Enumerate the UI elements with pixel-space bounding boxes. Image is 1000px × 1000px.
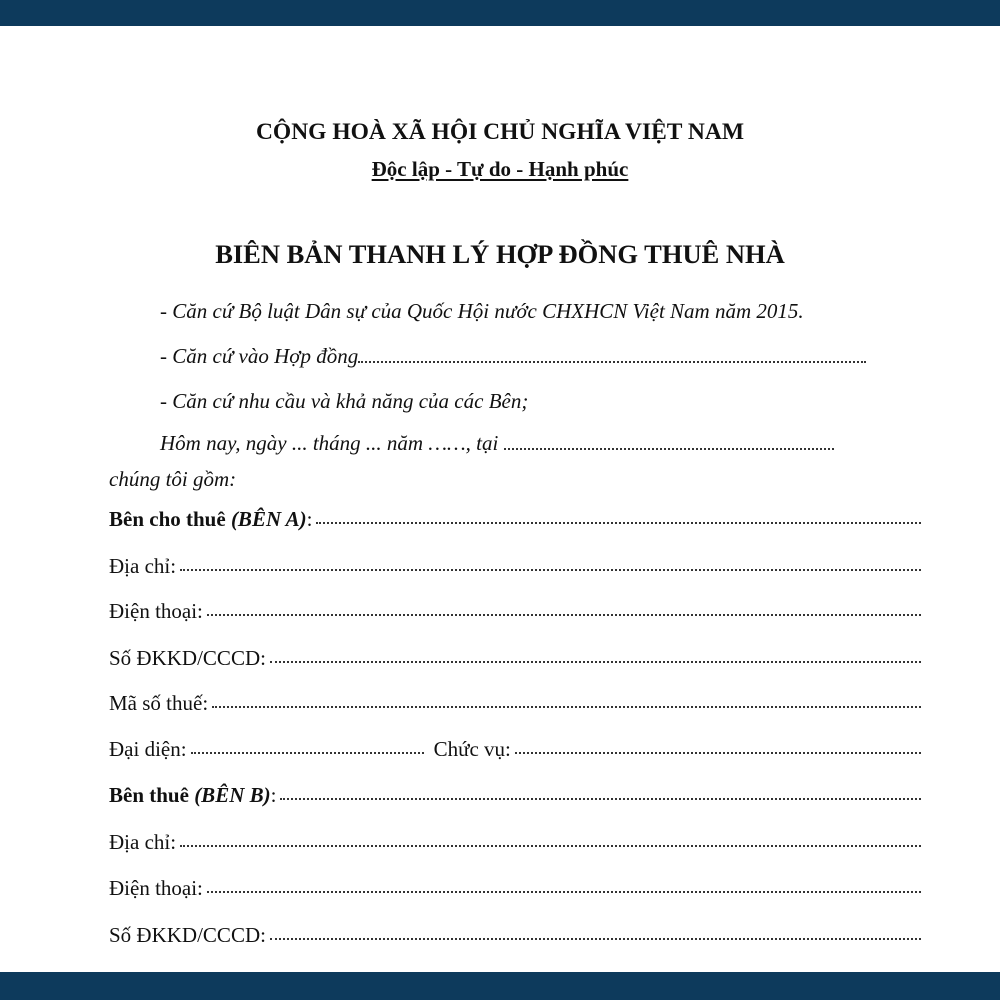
today-place-blank[interactable]	[504, 447, 834, 450]
party-b-regid-field	[109, 925, 921, 946]
bottom-frame-band	[0, 972, 1000, 1000]
party-a-address-field	[109, 556, 921, 577]
basis-civil-code: - Căn cứ Bộ luật Dân sự của Quốc Hội nước CHXHCN Việt Nam năm 2015.	[160, 299, 804, 323]
party-a-phone-field	[109, 601, 921, 622]
party-a-tax-label: Mã số thuế:	[109, 691, 209, 715]
party-a-regid-field	[109, 648, 921, 669]
party-b-phone-label: Điện thoại:	[109, 876, 203, 900]
document-title: BIÊN BẢN THANH LÝ HỢP ĐỒNG THUÊ NHÀ	[215, 239, 785, 269]
motto-heading: Độc lập - Tự do - Hạnh phúc	[371, 157, 629, 181]
party-a-name-blank[interactable]	[316, 521, 921, 524]
party-a-regid-label: Số ĐKKD/CCCD:	[109, 646, 266, 670]
party-a-heading: Bên cho thuê (BÊN A):	[109, 507, 313, 531]
party-b-address-label: Địa chỉ:	[109, 830, 177, 854]
party-b-regid-label: Số ĐKKD/CCCD:	[109, 923, 266, 947]
today-line	[160, 433, 834, 454]
party-a-address-label: Địa chỉ:	[109, 554, 177, 578]
party-a-phone-blank[interactable]	[207, 613, 921, 616]
party-a-position-label: Chức vụ:	[433, 737, 511, 761]
party-a-rep-blank[interactable]	[191, 751, 424, 754]
party-b-name-blank[interactable]	[280, 797, 921, 800]
party-a-rep-field	[109, 739, 921, 760]
party-b-address-blank[interactable]	[180, 844, 921, 847]
basis-needs: - Căn cứ nhu cầu và khả năng của các Bên;	[160, 389, 529, 413]
party-a-tax-blank[interactable]	[212, 705, 921, 708]
basis-contract-blank[interactable]	[358, 360, 866, 363]
party-a-position-blank[interactable]	[515, 751, 921, 754]
party-b-regid-blank[interactable]	[270, 937, 921, 940]
party-a-heading-field	[109, 509, 921, 530]
basis-contract-label: - Căn cứ vào Hợp đồng	[160, 344, 359, 368]
party-a-tax-field	[109, 693, 921, 714]
attendees-line: chúng tôi gồm:	[109, 467, 237, 491]
party-b-phone-blank[interactable]	[207, 890, 921, 893]
party-b-heading-field	[109, 785, 921, 806]
today-label: Hôm nay, ngày ... tháng ... năm ……, tại	[160, 431, 499, 455]
party-b-heading: Bên thuê (BÊN B):	[109, 783, 277, 807]
party-a-regid-blank[interactable]	[270, 660, 921, 663]
party-a-rep-label: Đại diện:	[109, 737, 187, 761]
party-b-address-field	[109, 832, 921, 853]
party-a-phone-label: Điện thoại:	[109, 599, 203, 623]
party-a-address-blank[interactable]	[180, 568, 921, 571]
party-b-phone-field	[109, 878, 921, 899]
nation-heading: CỘNG HOÀ XÃ HỘI CHỦ NGHĨA VIỆT NAM	[255, 119, 745, 145]
basis-contract-line	[160, 346, 866, 367]
